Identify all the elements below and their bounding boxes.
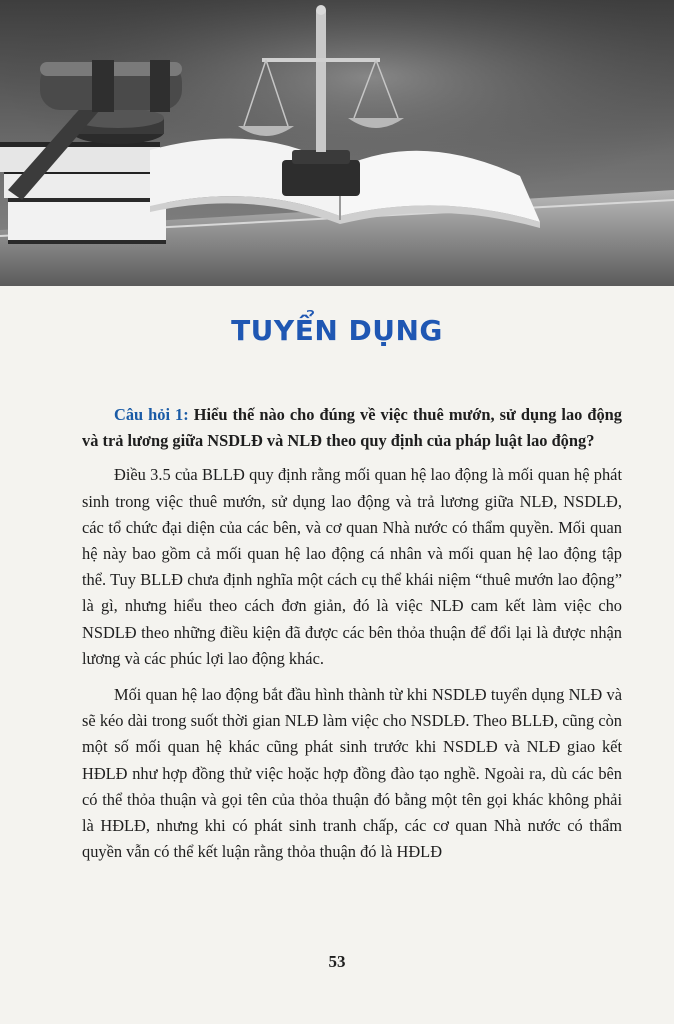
page-body xyxy=(82,402,622,865)
header-image xyxy=(0,0,674,286)
paragraph: Điều 3.5 của BLLĐ quy định rằng mối quan hệ lao động là mối quan hệ phát sinh trong việc thuê mướn, sử dụng lao động và trả lương giữa NLĐ, NSDLĐ, các tổ chức đại diện của các bên, và cơ quan Nhà nước có thẩm quyền. Mối quan hệ này bao gồm cả mối quan hệ lao động cá nhân và mối quan hệ lao động tập thể. Tuy BLLĐ chưa định nghĩa một cách cụ thể khái niệm “thuê mướn lao động” là gì, nhưng hiểu theo cách đơn giản, đó là việc NLĐ cam kết làm việc cho NSDLĐ theo những điều kiện đã được các bên thỏa thuận để đổi lại là được nhận lương và các phúc lợi lao động khác. xyxy=(82,465,622,668)
gavel-scales-book-icon xyxy=(0,0,674,286)
question-text: Hiểu thế nào cho đúng về việc thuê mướn, sử dụng lao động và trả lương giữa NSDLĐ và NLĐ theo quy định của pháp luật lao động? xyxy=(82,405,622,451)
paragraph: Mối quan hệ lao động bắt đầu hình thành từ khi NSDLĐ tuyển dụng NLĐ và sẽ kéo dài trong suốt thời gian NLĐ làm việc cho NSDLĐ. Theo BLLĐ, cũng còn một số mối quan hệ khác cũng phát sinh trước khi NSDLĐ và NLĐ giao kết HĐLĐ như hợp đồng thử việc hoặc hợp đồng đào tạo nghề. Ngoài ra, dù các bên có thể thỏa thuận và gọi tên của thỏa thuận đó bằng một tên gọi khác không phải là HĐLĐ, nhưng khi có phát sinh tranh chấp, các cơ quan Nhà nước có thẩm quyền vẫn có thể kết luận rằng thỏa thuận đó là HĐLĐ xyxy=(82,685,622,862)
page-number: 53 xyxy=(328,952,346,971)
question-label: Câu hỏi 1: xyxy=(114,405,189,424)
question xyxy=(82,402,622,454)
section-title: TUYỂN DỤNG xyxy=(231,314,443,347)
